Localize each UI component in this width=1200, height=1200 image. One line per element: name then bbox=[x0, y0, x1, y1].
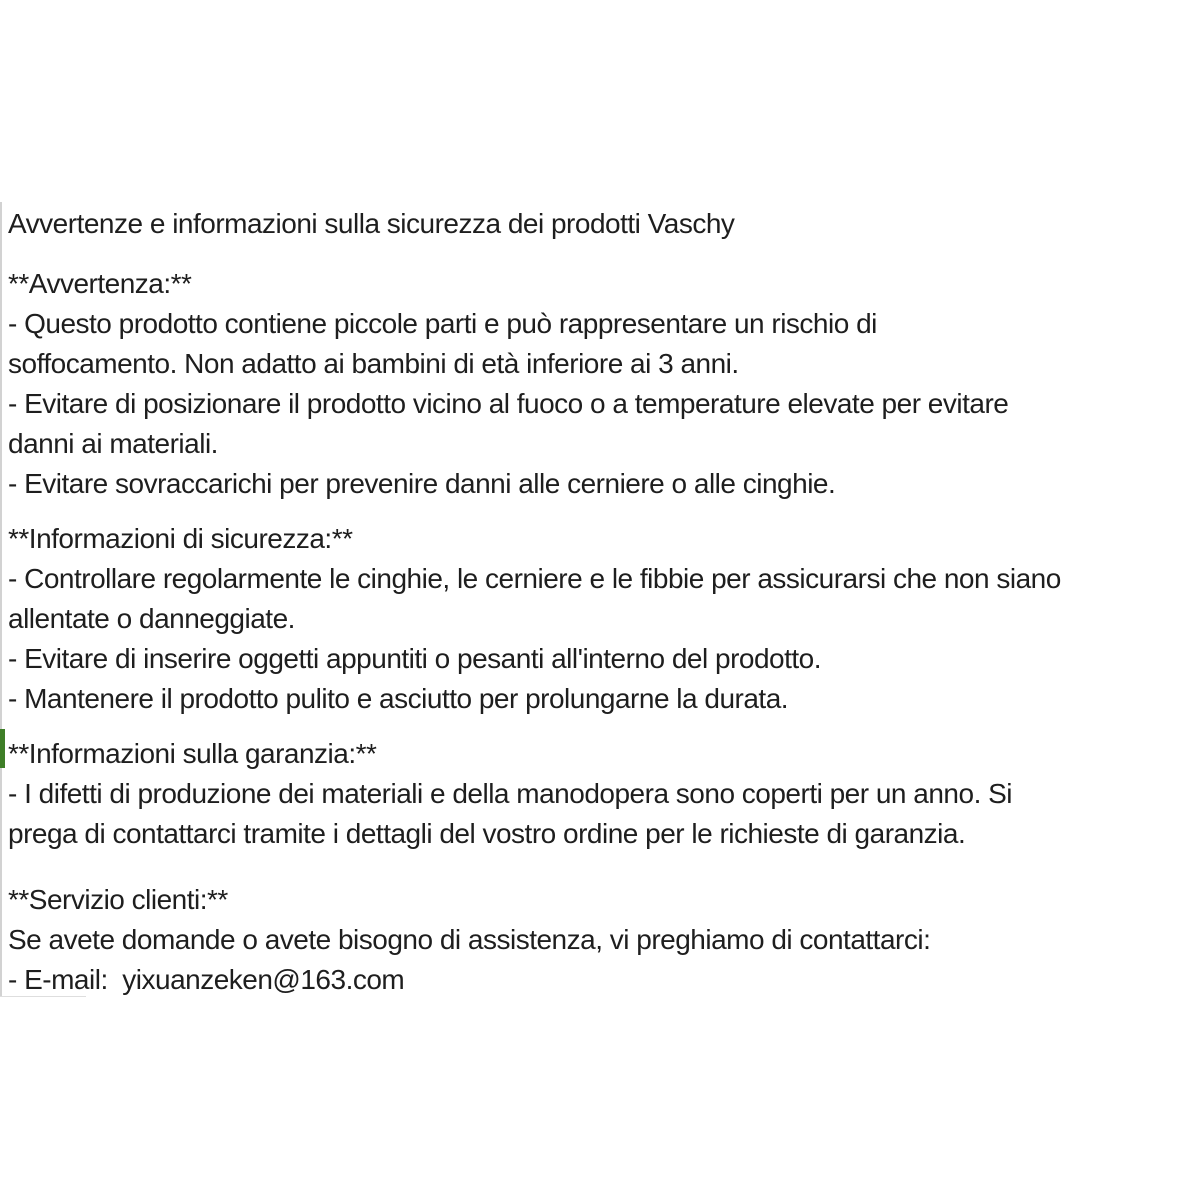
text-line-email: - E-mail: yixuanzeken@163.com bbox=[8, 964, 405, 995]
text-line: allentate o danneggiate. bbox=[8, 603, 295, 634]
section-informazioni-sulla-garanzia bbox=[8, 734, 1061, 854]
text-line: Se avete domande o avete bisogno di assistenza, vi preghiamo di contattarci: bbox=[8, 924, 931, 955]
safety-info-document bbox=[8, 204, 1061, 1000]
section-heading-garanzia: **Informazioni sulla garanzia:** bbox=[8, 738, 377, 769]
section-heading-sicurezza: **Informazioni di sicurezza:** bbox=[8, 523, 353, 554]
document-title: Avvertenze e informazioni sulla sicurezza dei prodotti Vaschy bbox=[8, 208, 735, 239]
section-heading-avvertenza: **Avvertenza:** bbox=[8, 268, 192, 299]
left-edge-line bbox=[0, 202, 2, 997]
green-highlight-marker bbox=[0, 729, 5, 768]
section-servizio-clienti bbox=[8, 880, 1061, 1000]
text-line: - Evitare di inserire oggetti appuntiti o pesanti all'interno del prodotto. bbox=[8, 643, 822, 674]
section-avvertenza bbox=[8, 264, 1061, 504]
text-line: - Questo prodotto contiene piccole parti e può rappresentare un rischio di bbox=[8, 308, 877, 339]
text-line: - Evitare sovraccarichi per prevenire danni alle cerniere o alle cinghie. bbox=[8, 468, 836, 499]
text-line: prega di contattarci tramite i dettagli del vostro ordine per le richieste di garanzia. bbox=[8, 818, 966, 849]
section-heading-servizio-clienti: **Servizio clienti:** bbox=[8, 884, 228, 915]
text-line: soffocamento. Non adatto ai bambini di età inferiore ai 3 anni. bbox=[8, 348, 739, 379]
section-informazioni-di-sicurezza bbox=[8, 519, 1061, 719]
text-line: - Controllare regolarmente le cinghie, le cerniere e le fibbie per assicurarsi che non siano bbox=[8, 563, 1061, 594]
text-line: - I difetti di produzione dei materiali e della manodopera sono coperti per un anno. Si bbox=[8, 778, 1013, 809]
text-line: danni ai materiali. bbox=[8, 428, 218, 459]
text-line: - Mantenere il prodotto pulito e asciutto per prolungarne la durata. bbox=[8, 683, 789, 714]
text-line: - Evitare di posizionare il prodotto vicino al fuoco o a temperature elevate per evitare bbox=[8, 388, 1009, 419]
